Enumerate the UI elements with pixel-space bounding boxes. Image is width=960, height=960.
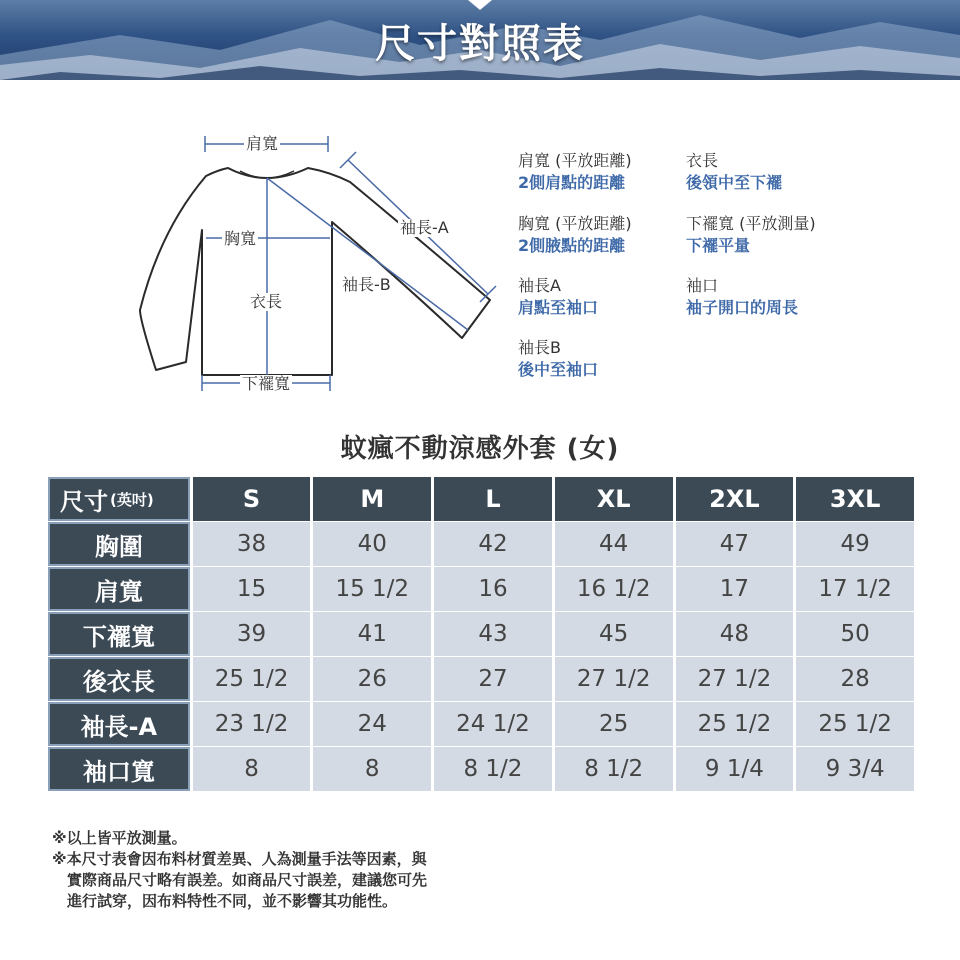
legend-item-sleeve-a — [518, 275, 598, 319]
size-header: L — [434, 477, 552, 521]
table-cell: 16 — [434, 567, 552, 611]
row-label: 袖口寬 — [48, 747, 190, 791]
size-header: M — [313, 477, 431, 521]
table-cell: 27 — [434, 657, 552, 701]
table-cell: 24 — [313, 702, 431, 746]
legend-term: 下襬寬 (平放測量) — [686, 214, 816, 233]
table-row — [48, 747, 914, 791]
label-shoulder: 肩寬 — [246, 134, 279, 153]
size-header: 2XL — [676, 477, 794, 521]
table-cell: 26 — [313, 657, 431, 701]
legend-term: 袖口 — [686, 276, 719, 295]
note-line: ※以上皆平放測量。 — [52, 829, 187, 847]
table-cell: 38 — [193, 522, 311, 566]
unit-label: (英吋) — [110, 490, 154, 509]
note-line: ※本尺寸表會因布料材質差異、人為測量手法等因素，與 — [52, 850, 427, 868]
label-sleeve-a: 袖長-A — [400, 218, 449, 237]
table-cell: 40 — [313, 522, 431, 566]
table-cell: 43 — [434, 612, 552, 656]
table-cell: 25 1/2 — [193, 657, 311, 701]
row-label: 袖長-A — [48, 702, 190, 746]
label-hem: 下襬寬 — [242, 374, 291, 393]
table-cell: 25 1/2 — [796, 702, 914, 746]
table-cell: 23 1/2 — [193, 702, 311, 746]
legend-desc: 下襬平量 — [686, 236, 751, 255]
table-cell: 27 1/2 — [676, 657, 794, 701]
label-sleeve-b: 袖長-B — [342, 275, 391, 294]
row-label: 肩寬 — [48, 567, 190, 611]
legend-desc: 後中至袖口 — [518, 360, 599, 379]
legend-term: 衣長 — [686, 151, 719, 170]
table-row — [48, 657, 914, 701]
table-cell: 42 — [434, 522, 552, 566]
legend-desc: 2側肩點的距離 — [518, 173, 626, 192]
table-cell: 8 — [313, 747, 431, 791]
legend-desc: 2側腋點的距離 — [518, 236, 626, 255]
table-row — [48, 567, 914, 611]
legend-desc: 後領中至下襬 — [686, 173, 783, 192]
table-cell: 41 — [313, 612, 431, 656]
table-cell: 48 — [676, 612, 794, 656]
table-cell: 9 3/4 — [796, 747, 914, 791]
table-cell: 47 — [676, 522, 794, 566]
table-header-row — [48, 477, 914, 521]
size-header: S — [193, 477, 311, 521]
footnotes — [52, 828, 427, 912]
size-header: 3XL — [796, 477, 914, 521]
table-cell: 39 — [193, 612, 311, 656]
legend-item-shoulder — [518, 150, 632, 194]
table-cell: 27 1/2 — [555, 657, 673, 701]
corner-cell — [48, 477, 190, 521]
legend-item-chest — [518, 213, 632, 257]
table-cell: 16 1/2 — [555, 567, 673, 611]
row-label: 下襬寬 — [48, 612, 190, 656]
note-line: 進行試穿，因布料特性不同，並不影響其功能性。 — [52, 892, 398, 910]
garment-diagram — [0, 80, 960, 420]
legend-desc: 袖子開口的周長 — [686, 298, 799, 317]
banner-notch — [468, 0, 492, 10]
header-banner — [0, 0, 960, 80]
page-title: 尺寸對照表 — [375, 21, 585, 67]
table-cell: 44 — [555, 522, 673, 566]
table-cell: 17 1/2 — [796, 567, 914, 611]
size-header: XL — [555, 477, 673, 521]
label-chest: 胸寬 — [224, 229, 257, 248]
row-label: 後衣長 — [48, 657, 190, 701]
row-label: 胸圍 — [48, 522, 190, 566]
legend-item-hem — [686, 213, 816, 257]
table-cell: 15 — [193, 567, 311, 611]
table-cell: 50 — [796, 612, 914, 656]
legend-desc: 肩點至袖口 — [518, 298, 599, 317]
legend-term: 肩寬 (平放距離) — [518, 151, 632, 170]
table-cell: 25 — [555, 702, 673, 746]
legend-term: 袖長A — [518, 276, 561, 295]
table-cell: 8 — [193, 747, 311, 791]
table-cell: 17 — [676, 567, 794, 611]
table-row — [48, 612, 914, 656]
jacket-outline — [0, 80, 960, 420]
note-line: 實際商品尺寸略有誤差。如商品尺寸誤差，建議您可先 — [52, 871, 428, 889]
table-cell: 24 1/2 — [434, 702, 552, 746]
table-cell: 49 — [796, 522, 914, 566]
table-cell: 45 — [555, 612, 673, 656]
legend-term: 胸寬 (平放距離) — [518, 214, 632, 233]
table-row — [48, 522, 914, 566]
legend-term: 袖長B — [518, 338, 561, 357]
table-title: 蚊瘋不動涼感外套 (女) — [340, 434, 620, 464]
size-table — [48, 477, 914, 792]
table-cell: 9 1/4 — [676, 747, 794, 791]
corner-label: 尺寸 — [60, 487, 108, 516]
table-cell: 8 1/2 — [434, 747, 552, 791]
legend-item-cuff — [686, 275, 798, 319]
legend-item-sleeve-b — [518, 337, 598, 381]
legend-item-length — [686, 150, 782, 194]
label-length: 衣長 — [250, 292, 283, 311]
table-cell: 25 1/2 — [676, 702, 794, 746]
table-cell: 15 1/2 — [313, 567, 431, 611]
table-cell: 28 — [796, 657, 914, 701]
table-row — [48, 702, 914, 746]
table-cell: 8 1/2 — [555, 747, 673, 791]
